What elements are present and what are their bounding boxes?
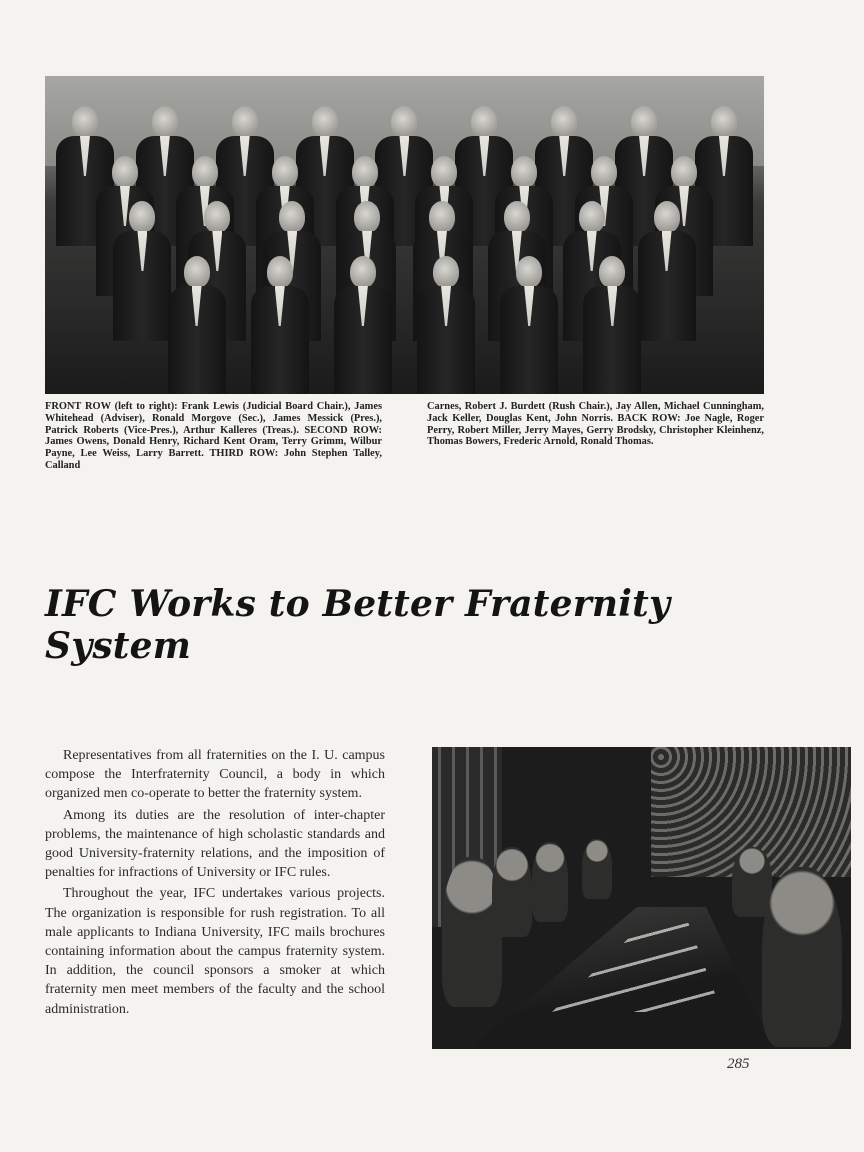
article-paragraph-3: Throughout the year, IFC undertakes various projects. The organization is responsible for rush registration. To all male applicants to Indiana University, IFC mails brochures containing information about the campus fraternity system. In addition, the council sponsors a smoker at which fraternity men meet members of the faculty and the school administration.: [45, 886, 385, 1017]
page-number: 285: [727, 1056, 750, 1072]
seated-figure: [762, 867, 842, 1047]
article-paragraph-2: Among its duties are the resolution of inter-chapter problems, the maintenance of high scholastic standards and good University-fraternity relations, and the imposition of penalties for infractions of University or IFC rules.: [45, 807, 385, 881]
group-photo: [45, 76, 764, 394]
photo-caption-left: FRONT ROW (left to right): Frank Lewis (Judicial Board Chair.), James Whitehead (Adviser), Ronald Morgove (Sec.), James Messick (Pres.), Patrick Roberts (Vice-Pres.), Arthur Kalleres (Treas.). SECOND ROW: James Owens, Donald Henry, Richard Kent Oram, Terry Grimm, Wilbur Payne, Lee Weiss, Larry Barrett. THIRD ROW: John Stephen Talley, Calland: [45, 401, 382, 471]
seated-figure: [532, 842, 568, 922]
photo-caption-right: Carnes, Robert J. Burdett (Rush Chair.), Jay Allen, Michael Cunningham, Jack Keller, Douglas Kent, John Norris. BACK ROW: Joe Nagle, Roger Perry, Robert Miller, Jerry Mayes, Gerry Brodsky, Christopher Kleinhenz, Thomas Bowers, Frederic Arnold, Ronald Thomas.: [427, 401, 764, 448]
article-body: [45, 746, 385, 1021]
seated-figure: [492, 847, 532, 937]
photo-front-row: [45, 256, 764, 394]
article-paragraph-1: Representatives from all fraternities on the I. U. campus compose the Interfraternity Council, a body in which organized men co-operate to better the fraternity system.: [45, 748, 385, 802]
seated-figure: [582, 839, 612, 899]
council-meeting-photo: [432, 747, 851, 1049]
article-headline: IFC Works to Better Fraternity System: [45, 583, 671, 667]
